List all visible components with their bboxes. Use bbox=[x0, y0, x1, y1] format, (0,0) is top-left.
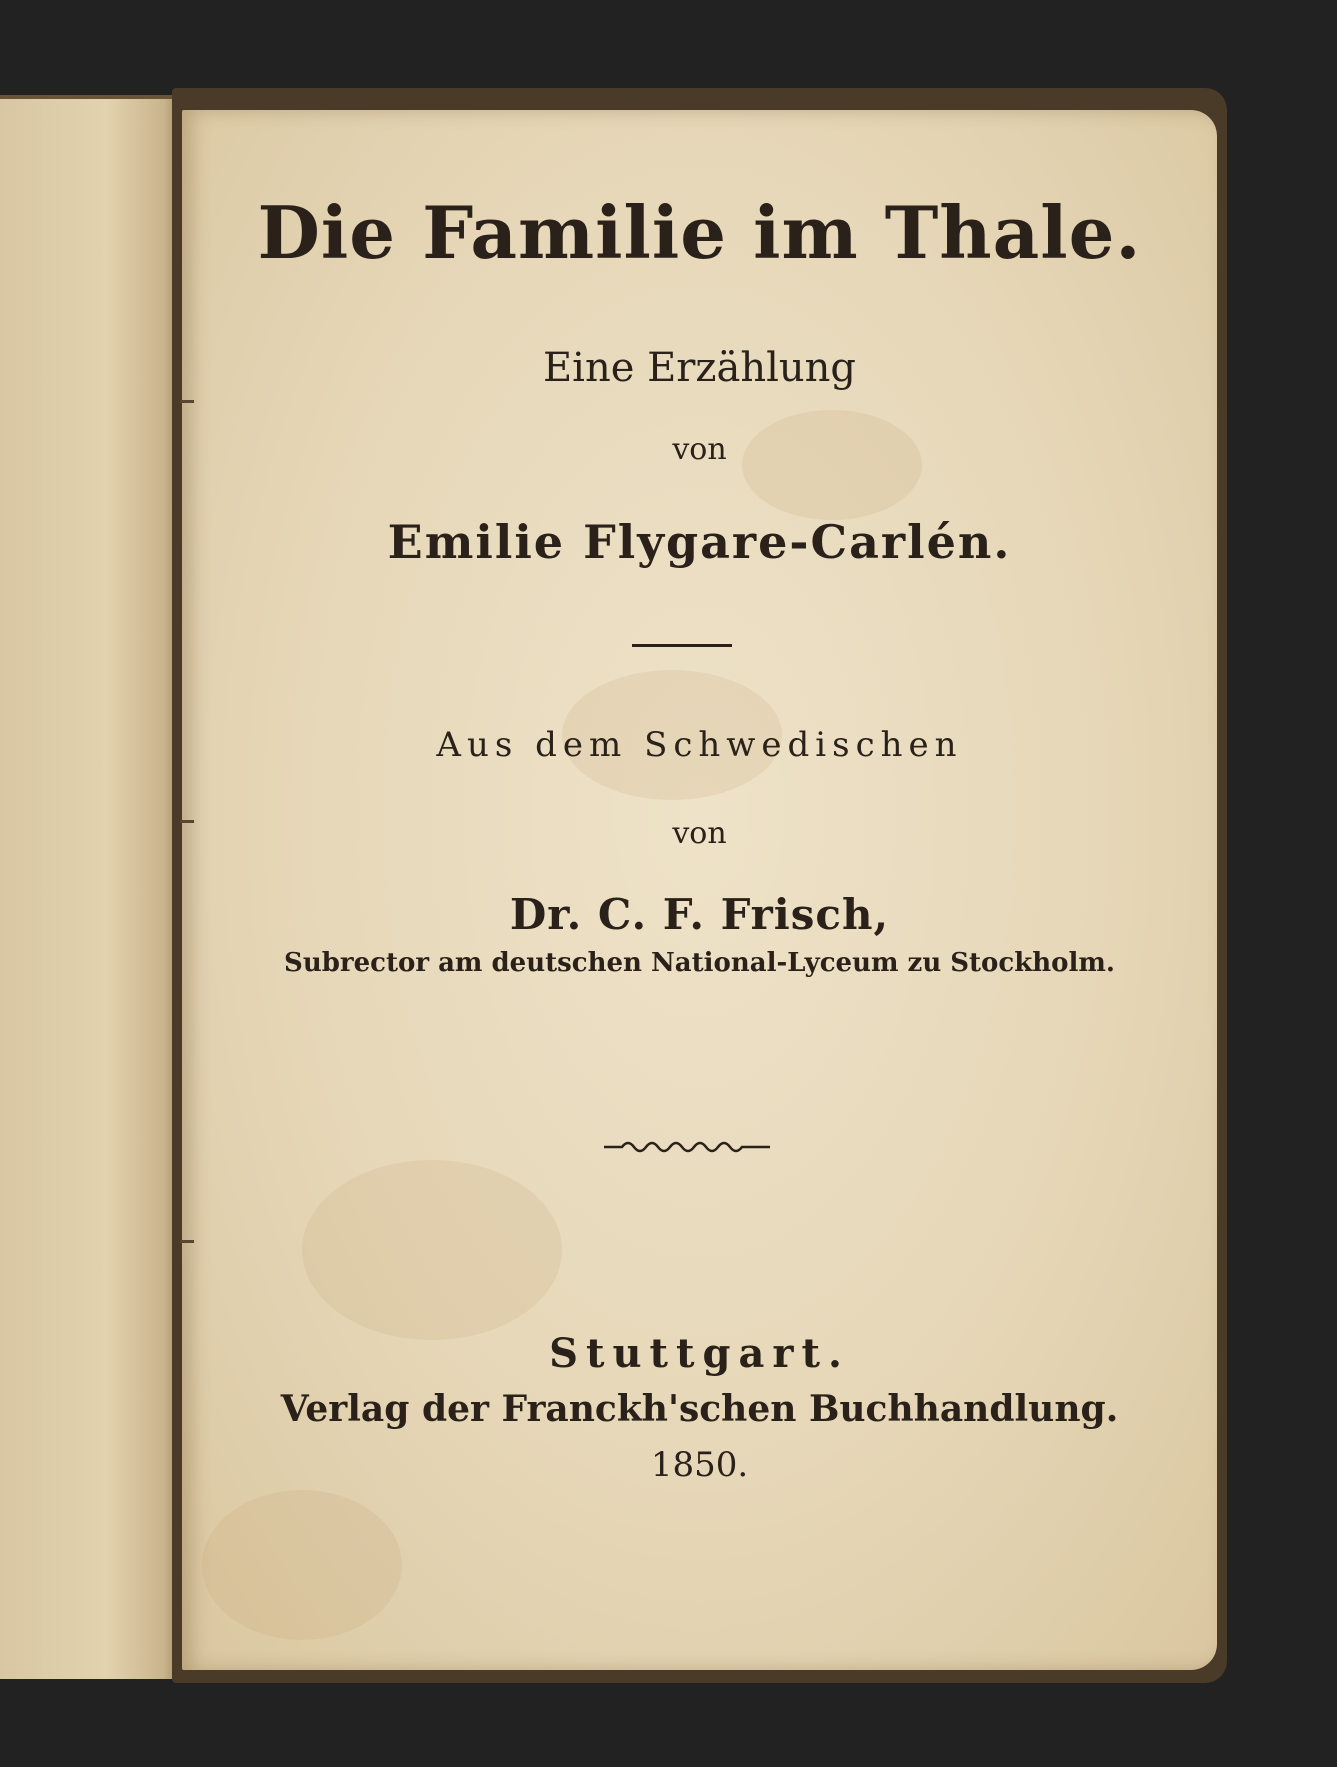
wavy-rule-ornament-icon bbox=[602, 1135, 772, 1159]
publication-city: Stuttgart. bbox=[549, 1330, 850, 1377]
translation-note: Aus dem Schwedischen bbox=[436, 725, 963, 765]
by-label: von bbox=[672, 432, 727, 467]
publisher-name: Verlag der Franckh'schen Buchhandlung. bbox=[280, 1388, 1119, 1430]
author-name: Emilie Flygare-Carlén. bbox=[387, 515, 1012, 569]
binding-thread bbox=[180, 1240, 194, 1243]
book-title: Die Familie im Thale. bbox=[257, 190, 1142, 275]
publication-year: 1850. bbox=[650, 1445, 749, 1485]
translator-role: Subrector am deutschen National-Lyceum zu Stockholm. bbox=[284, 948, 1115, 978]
by-label-translator: von bbox=[672, 816, 727, 851]
book-subtitle: Eine Erzählung bbox=[542, 345, 857, 391]
left-page bbox=[0, 95, 178, 1679]
divider-rule bbox=[632, 644, 732, 647]
binding-thread bbox=[180, 400, 194, 403]
translator-name: Dr. C. F. Frisch, bbox=[509, 890, 890, 939]
